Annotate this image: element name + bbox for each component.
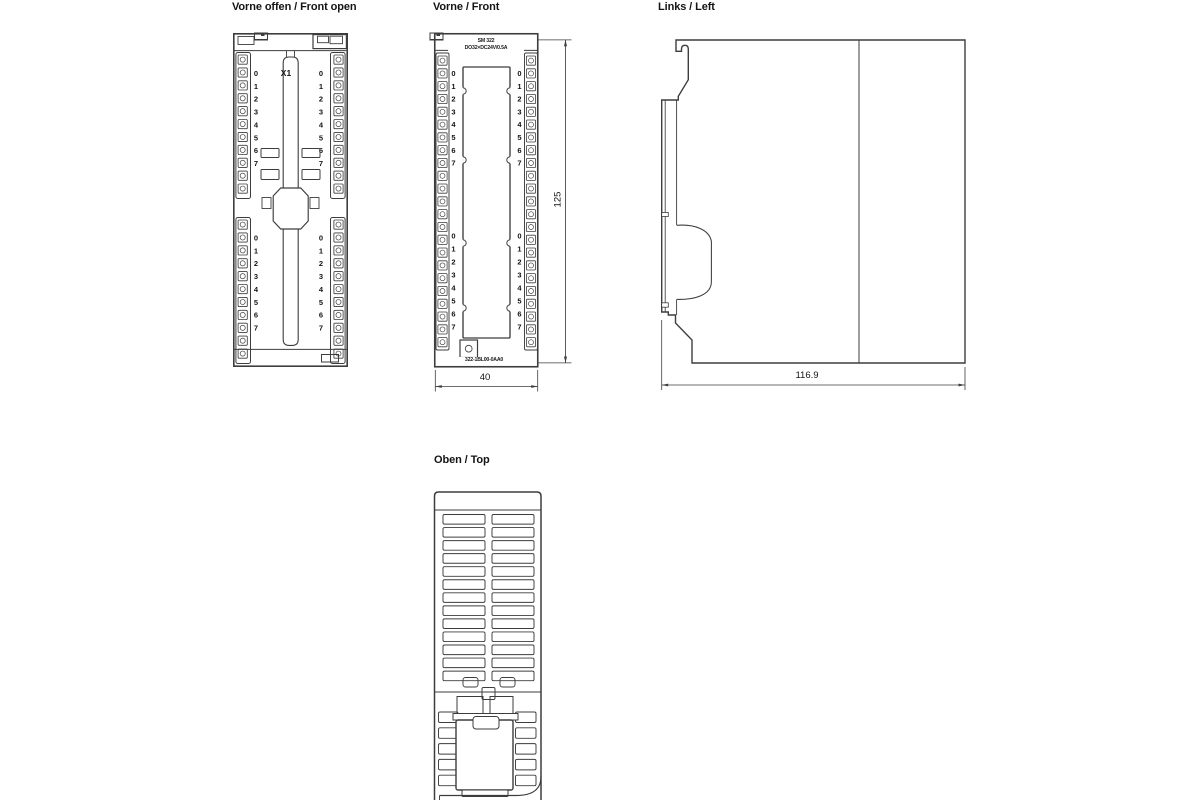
front-door — [462, 67, 511, 338]
svg-text:1: 1 — [318, 81, 324, 91]
svg-text:6: 6 — [517, 309, 522, 319]
dimension-height-125: 125 — [552, 191, 564, 208]
order-number-print: 322-1BL00-0AA0 — [444, 357, 524, 364]
view-title-top: Oben / Top — [434, 454, 490, 466]
svg-text:7: 7 — [253, 158, 259, 168]
svg-text:7: 7 — [451, 322, 456, 332]
dimension-width-40: 40 — [479, 372, 491, 383]
module-type-print-line1: SM 322 — [477, 38, 495, 44]
view-title-left: Links / Left — [658, 1, 715, 13]
svg-text:5: 5 — [451, 133, 456, 142]
svg-text:6: 6 — [318, 310, 324, 320]
din-clip — [313, 35, 346, 49]
svg-text:2: 2 — [517, 94, 522, 104]
svg-text:1: 1 — [318, 246, 324, 256]
svg-text:6: 6 — [318, 146, 324, 156]
svg-text:1: 1 — [253, 246, 259, 256]
svg-text:3: 3 — [318, 107, 324, 117]
svg-text:6: 6 — [451, 145, 456, 155]
svg-text:4: 4 — [517, 120, 522, 130]
vent-slats-upper — [443, 515, 534, 681]
svg-text:2: 2 — [451, 94, 456, 104]
locking-lever — [677, 100, 712, 315]
svg-text:5: 5 — [517, 296, 522, 306]
front-open-view-drawing — [233, 33, 348, 367]
view-title-front-open: Vorne offen / Front open — [232, 1, 357, 13]
module-type-print-line2: DO32×DC24V/0.5A — [464, 44, 508, 51]
svg-text:1: 1 — [451, 81, 456, 91]
svg-text:7: 7 — [517, 322, 522, 332]
connector-spine — [273, 51, 308, 346]
svg-text:2: 2 — [517, 257, 522, 267]
svg-text:5: 5 — [318, 297, 324, 307]
svg-text:3: 3 — [318, 272, 324, 282]
svg-text:4: 4 — [318, 284, 324, 294]
svg-text:3: 3 — [517, 107, 522, 117]
svg-text:1: 1 — [253, 81, 259, 91]
svg-text:2: 2 — [318, 259, 324, 269]
svg-text:7: 7 — [318, 323, 324, 333]
svg-text:2: 2 — [253, 259, 259, 269]
svg-text:0: 0 — [517, 231, 522, 241]
left-side-view-drawing — [655, 30, 975, 402]
svg-text:7: 7 — [318, 158, 324, 168]
svg-text:6: 6 — [253, 146, 259, 156]
svg-text:6: 6 — [253, 310, 259, 320]
svg-text:0: 0 — [253, 233, 259, 243]
front-view-drawing — [425, 30, 610, 402]
module-type-print — [448, 38, 524, 51]
svg-text:6: 6 — [517, 145, 522, 155]
svg-text:0: 0 — [318, 233, 324, 243]
svg-text:3: 3 — [517, 270, 522, 280]
svg-text:5: 5 — [253, 297, 259, 307]
svg-text:0: 0 — [451, 231, 456, 241]
svg-text:2: 2 — [451, 257, 456, 267]
svg-text:7: 7 — [517, 158, 522, 168]
svg-text:5: 5 — [451, 296, 456, 306]
top-view-drawing — [430, 483, 550, 800]
svg-text:5: 5 — [318, 133, 324, 143]
connector-x1-label: X1 — [280, 68, 292, 78]
svg-text:0: 0 — [451, 69, 456, 78]
view-title-front: Vorne / Front — [433, 1, 500, 13]
svg-text:4: 4 — [451, 283, 456, 293]
svg-text:4: 4 — [451, 120, 456, 130]
svg-text:0: 0 — [253, 69, 259, 78]
svg-text:1: 1 — [451, 244, 456, 254]
din-rail-flange — [662, 100, 669, 312]
svg-text:7: 7 — [451, 158, 456, 168]
svg-text:3: 3 — [451, 107, 456, 117]
svg-text:3: 3 — [253, 107, 259, 117]
svg-text:0: 0 — [517, 69, 522, 78]
svg-text:7: 7 — [253, 323, 259, 333]
svg-text:2: 2 — [318, 94, 324, 104]
svg-text:4: 4 — [253, 284, 259, 294]
svg-text:3: 3 — [253, 272, 259, 282]
octagon-cutout — [273, 188, 308, 229]
module-outline — [662, 40, 965, 363]
svg-text:1: 1 — [517, 244, 522, 254]
svg-text:3: 3 — [451, 270, 456, 280]
svg-text:4: 4 — [253, 120, 259, 130]
svg-text:4: 4 — [318, 120, 324, 130]
svg-text:1: 1 — [517, 81, 522, 91]
dimension-depth-116-9: 116.9 — [795, 370, 819, 381]
svg-text:4: 4 — [517, 283, 522, 293]
svg-text:5: 5 — [253, 133, 259, 143]
front-connector-block — [453, 714, 518, 797]
svg-text:2: 2 — [253, 94, 259, 104]
fixing-screw — [460, 340, 478, 358]
svg-text:6: 6 — [451, 309, 456, 319]
svg-text:0: 0 — [318, 69, 324, 78]
svg-text:5: 5 — [517, 133, 522, 142]
